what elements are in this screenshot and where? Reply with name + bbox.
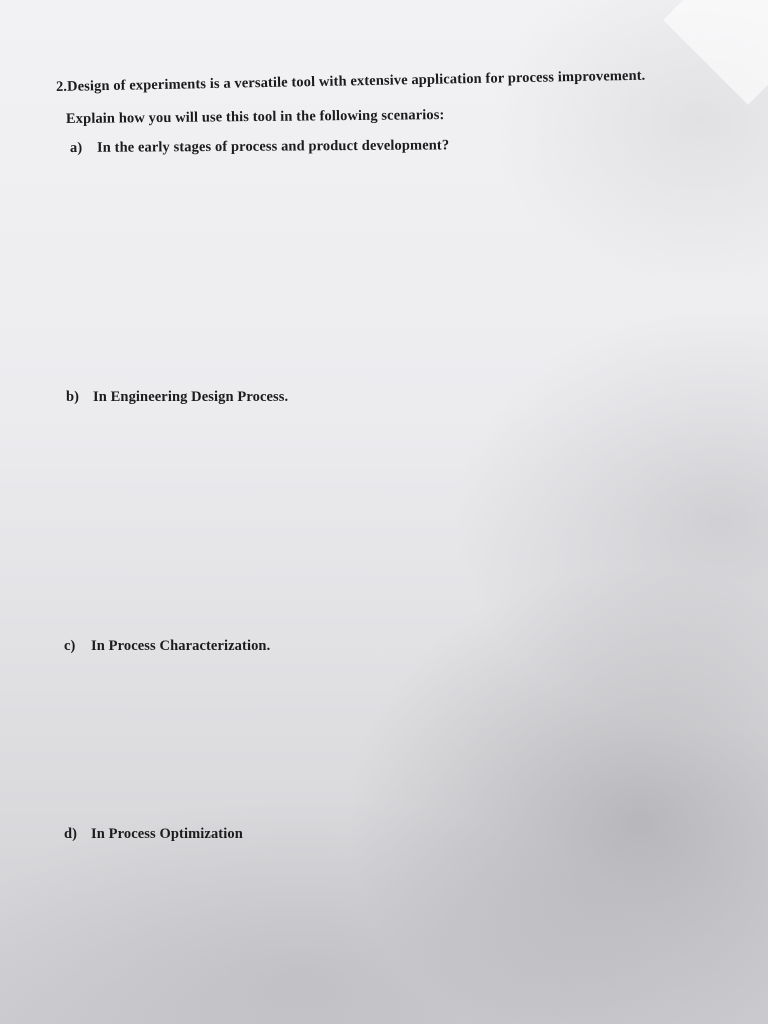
part-a-label: a) (69, 139, 83, 156)
part-c-text: In Process Characterization. (91, 638, 271, 654)
question-instruction: Explain how you will use this tool in the following scenarios: (65, 107, 445, 127)
part-a (70, 138, 449, 155)
paper-corner (663, 0, 768, 105)
part-c (64, 639, 270, 654)
part-c-label: c) (64, 638, 76, 654)
part-d-text: In Process Optimization (91, 826, 243, 842)
part-d-label: d) (64, 826, 78, 842)
part-b-text: In Engineering Design Process. (93, 389, 289, 405)
part-b (66, 390, 288, 405)
part-a-text: In the early stages of process and product development? (96, 137, 450, 156)
part-d (64, 827, 243, 842)
question-title: 2.Design of experiments is a versatile tool with extensive application for process improvement. (55, 67, 646, 95)
part-b-label: b) (66, 389, 80, 405)
